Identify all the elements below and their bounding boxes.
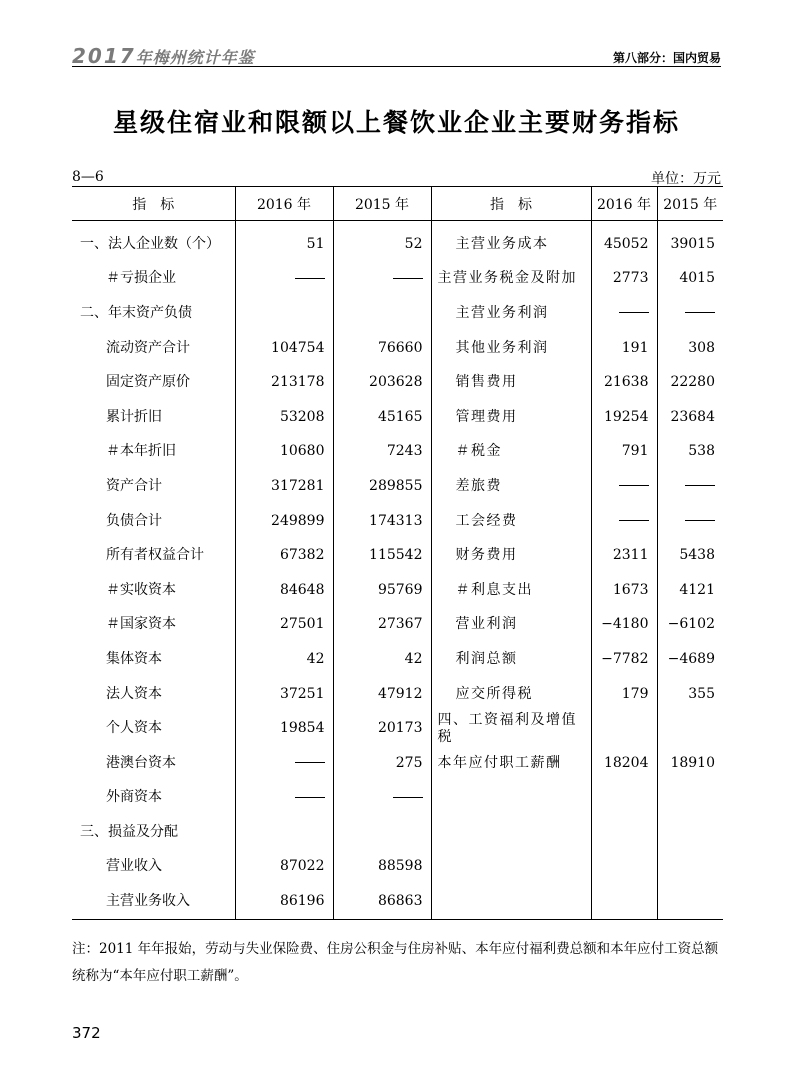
left-2015-cell: 275 (333, 746, 431, 781)
page-number: 372 (72, 1024, 101, 1042)
right-indicator-cell: 财务费用 (431, 538, 591, 573)
right-indicator-cell: 主营业务利润 (431, 296, 591, 331)
right-2015-cell: 18910 (670, 754, 715, 771)
col-header-2015-right: 2015 年 (657, 187, 723, 221)
left-2016-cell (235, 781, 333, 816)
right-indicator-cell: 四、工资福利及增值税 (431, 711, 591, 746)
table-row (72, 850, 723, 885)
left-2016-cell (235, 296, 333, 331)
left-2015-cell (333, 296, 431, 331)
left-2015-cell: 27367 (333, 608, 431, 643)
right-2016-cell: 191 (591, 331, 657, 366)
dash-mark (295, 797, 325, 798)
right-2016-cell (591, 884, 657, 919)
left-2016-cell: 104754 (235, 331, 333, 366)
left-indicator-cell: ＃亏损企业 (72, 262, 235, 297)
table-row (72, 538, 723, 573)
left-2015-cell (333, 781, 431, 816)
col-header-2015-left: 2015 年 (333, 187, 431, 221)
left-2015-cell: 88598 (333, 850, 431, 885)
right-2016-cell: −4180 (591, 608, 657, 643)
right-2015-cell: 39015 (670, 235, 715, 252)
right-2016-cell (591, 781, 657, 816)
left-2016-cell: 213178 (235, 365, 333, 400)
left-indicator-cell: ＃本年折旧 (72, 435, 235, 470)
col-header-2016-left: 2016 年 (235, 187, 333, 221)
table-number: 8—6 (72, 169, 104, 185)
left-2016-cell: 317281 (235, 469, 333, 504)
right-indicator-cell: 工会经费 (431, 504, 591, 539)
right-2015-cell (657, 781, 723, 816)
table-row (72, 746, 723, 781)
table-row (72, 815, 723, 850)
table-row (72, 331, 723, 366)
left-2015-cell: 76660 (333, 331, 431, 366)
left-2016-cell: 84648 (235, 573, 333, 608)
right-2015-cell: 308 (688, 339, 715, 356)
left-2016-cell: 37251 (235, 677, 333, 712)
section-label: 第八部分：国内贸易 (612, 51, 721, 65)
yearbook-year: 2017 (72, 44, 136, 68)
right-2015-cell (657, 469, 723, 504)
table-row (72, 608, 723, 643)
right-indicator-cell: 本年应付职工薪酬 (431, 746, 591, 781)
left-2015-cell: 289855 (333, 469, 431, 504)
dash-mark (393, 278, 423, 279)
left-2016-cell: 67382 (235, 538, 333, 573)
right-2016-cell: 45052 (591, 221, 657, 262)
left-indicator-cell: 所有者权益合计 (72, 538, 235, 573)
left-2015-cell: 42 (333, 642, 431, 677)
left-2015-cell: 7243 (333, 435, 431, 470)
left-2016-cell: 27501 (235, 608, 333, 643)
right-2015-cell (657, 504, 723, 539)
left-indicator-cell: 二、年末资产负债 (72, 296, 235, 331)
right-indicator-cell (431, 781, 591, 816)
table-row (72, 221, 723, 262)
left-2016-cell (235, 262, 333, 297)
right-2016-cell: 2311 (591, 538, 657, 573)
right-2016-cell (591, 469, 657, 504)
left-2016-cell: 10680 (235, 435, 333, 470)
left-indicator-cell: 流动资产合计 (72, 331, 235, 366)
left-2015-cell: 86863 (333, 884, 431, 919)
table-row (72, 711, 723, 746)
right-2016-cell: 18204 (591, 746, 657, 781)
right-indicator-cell: 利润总额 (431, 642, 591, 677)
table-body (72, 221, 723, 920)
left-2015-cell (333, 815, 431, 850)
left-2016-cell: 42 (235, 642, 333, 677)
right-2016-cell: 1673 (591, 573, 657, 608)
left-2015-cell (333, 262, 431, 297)
dash-mark (295, 278, 325, 279)
table-row (72, 677, 723, 712)
right-2016-cell (591, 711, 657, 746)
left-indicator-cell: 累计折旧 (72, 400, 235, 435)
left-indicator-cell: 外商资本 (72, 781, 235, 816)
table-row (72, 365, 723, 400)
right-2015-cell: 22280 (670, 374, 715, 391)
financial-indicators-table (72, 186, 723, 920)
right-2015-cell: 355 (688, 685, 715, 702)
right-2015-cell: −4689 (667, 650, 715, 667)
dash-mark (393, 797, 423, 798)
right-2015-cell: 5438 (679, 547, 715, 564)
right-indicator-cell (431, 850, 591, 885)
right-indicator-cell: 管理费用 (431, 400, 591, 435)
left-indicator-cell: 法人资本 (72, 677, 235, 712)
dash-mark (619, 312, 649, 313)
col-header-indicator-right: 指 标 (431, 187, 591, 221)
right-indicator-cell: ＃税金 (431, 435, 591, 470)
dash-mark (619, 485, 649, 486)
right-indicator-cell: 主营业务成本 (431, 221, 591, 262)
table-row (72, 262, 723, 297)
right-2015-cell: −6102 (667, 616, 715, 633)
left-indicator-cell: 主营业务收入 (72, 884, 235, 919)
right-2016-cell (591, 815, 657, 850)
table-row (72, 781, 723, 816)
table-row (72, 400, 723, 435)
right-2015-cell (657, 296, 723, 331)
left-2016-cell: 87022 (235, 850, 333, 885)
right-indicator-cell: 销售费用 (431, 365, 591, 400)
right-indicator-cell: 差旅费 (431, 469, 591, 504)
left-2015-cell: 20173 (333, 711, 431, 746)
left-2015-cell: 45165 (333, 400, 431, 435)
left-2016-cell: 86196 (235, 884, 333, 919)
left-indicator-cell: 集体资本 (72, 642, 235, 677)
right-indicator-cell (431, 884, 591, 919)
dash-mark (295, 762, 325, 763)
yearbook-title (72, 44, 255, 68)
right-2015-cell: 23684 (670, 408, 715, 425)
left-indicator-cell: 固定资产原价 (72, 365, 235, 400)
left-indicator-cell: ＃实收资本 (72, 573, 235, 608)
col-header-2016-right: 2016 年 (591, 187, 657, 221)
table-row (72, 296, 723, 331)
unit-label: 单位：万元 (651, 171, 721, 187)
right-2016-cell (591, 504, 657, 539)
right-2016-cell (591, 296, 657, 331)
right-2016-cell: 19254 (591, 400, 657, 435)
left-2016-cell: 53208 (235, 400, 333, 435)
right-indicator-cell: ＃利息支出 (431, 573, 591, 608)
left-2016-cell: 51 (235, 221, 333, 262)
right-2016-cell (591, 850, 657, 885)
right-2015-cell (657, 815, 723, 850)
left-indicator-cell: 三、损益及分配 (72, 815, 235, 850)
left-2015-cell: 52 (333, 221, 431, 262)
left-indicator-cell: 负债合计 (72, 504, 235, 539)
right-2016-cell: −7782 (591, 642, 657, 677)
right-2015-cell (657, 711, 723, 746)
right-2016-cell: 791 (591, 435, 657, 470)
dash-mark (685, 312, 715, 313)
left-indicator-cell: ＃国家资本 (72, 608, 235, 643)
right-indicator-cell (431, 815, 591, 850)
table-row (72, 435, 723, 470)
dash-mark (685, 485, 715, 486)
left-indicator-cell: 港澳台资本 (72, 746, 235, 781)
table-row (72, 573, 723, 608)
left-indicator-cell: 个人资本 (72, 711, 235, 746)
table-row (72, 504, 723, 539)
table-row (72, 884, 723, 919)
left-2016-cell (235, 815, 333, 850)
yearbook-name: 年梅州统计年鉴 (135, 48, 255, 67)
left-2016-cell: 249899 (235, 504, 333, 539)
running-header (72, 44, 721, 67)
right-2015-cell (657, 884, 723, 919)
right-2016-cell: 21638 (591, 365, 657, 400)
left-indicator-cell: 资产合计 (72, 469, 235, 504)
left-2015-cell: 174313 (333, 504, 431, 539)
table-row (72, 642, 723, 677)
table-header-row (72, 187, 723, 221)
left-2015-cell: 47912 (333, 677, 431, 712)
right-indicator-cell: 其他业务利润 (431, 331, 591, 366)
col-header-indicator-left: 指 标 (72, 187, 235, 221)
left-indicator-cell: 一、法人企业数（个） (72, 221, 235, 262)
dash-mark (685, 520, 715, 521)
right-2015-cell: 4121 (679, 581, 715, 598)
page-title: 星级住宿业和限额以上餐饮业企业主要财务指标 (112, 108, 680, 137)
left-2015-cell: 203628 (333, 365, 431, 400)
table-row (72, 469, 723, 504)
left-indicator-cell: 营业收入 (72, 850, 235, 885)
right-2015-cell (657, 850, 723, 885)
right-2016-cell: 179 (591, 677, 657, 712)
right-2015-cell: 4015 (679, 270, 715, 287)
left-2015-cell: 95769 (333, 573, 431, 608)
left-2015-cell: 115542 (333, 538, 431, 573)
footnote: 注：2011 年年报始，劳动与失业保险费、住房公积金与住房补贴、本年应付福利费总额和本年应付工资总额统称为“本年应付职工薪酬”。 (72, 941, 719, 984)
right-indicator-cell: 应交所得税 (431, 677, 591, 712)
dash-mark (619, 520, 649, 521)
right-2016-cell: 2773 (591, 262, 657, 297)
right-indicator-cell: 主营业务税金及附加 (431, 262, 591, 297)
right-2015-cell: 538 (688, 443, 715, 460)
right-indicator-cell: 营业利润 (431, 608, 591, 643)
left-2016-cell: 19854 (235, 711, 333, 746)
left-2016-cell (235, 746, 333, 781)
